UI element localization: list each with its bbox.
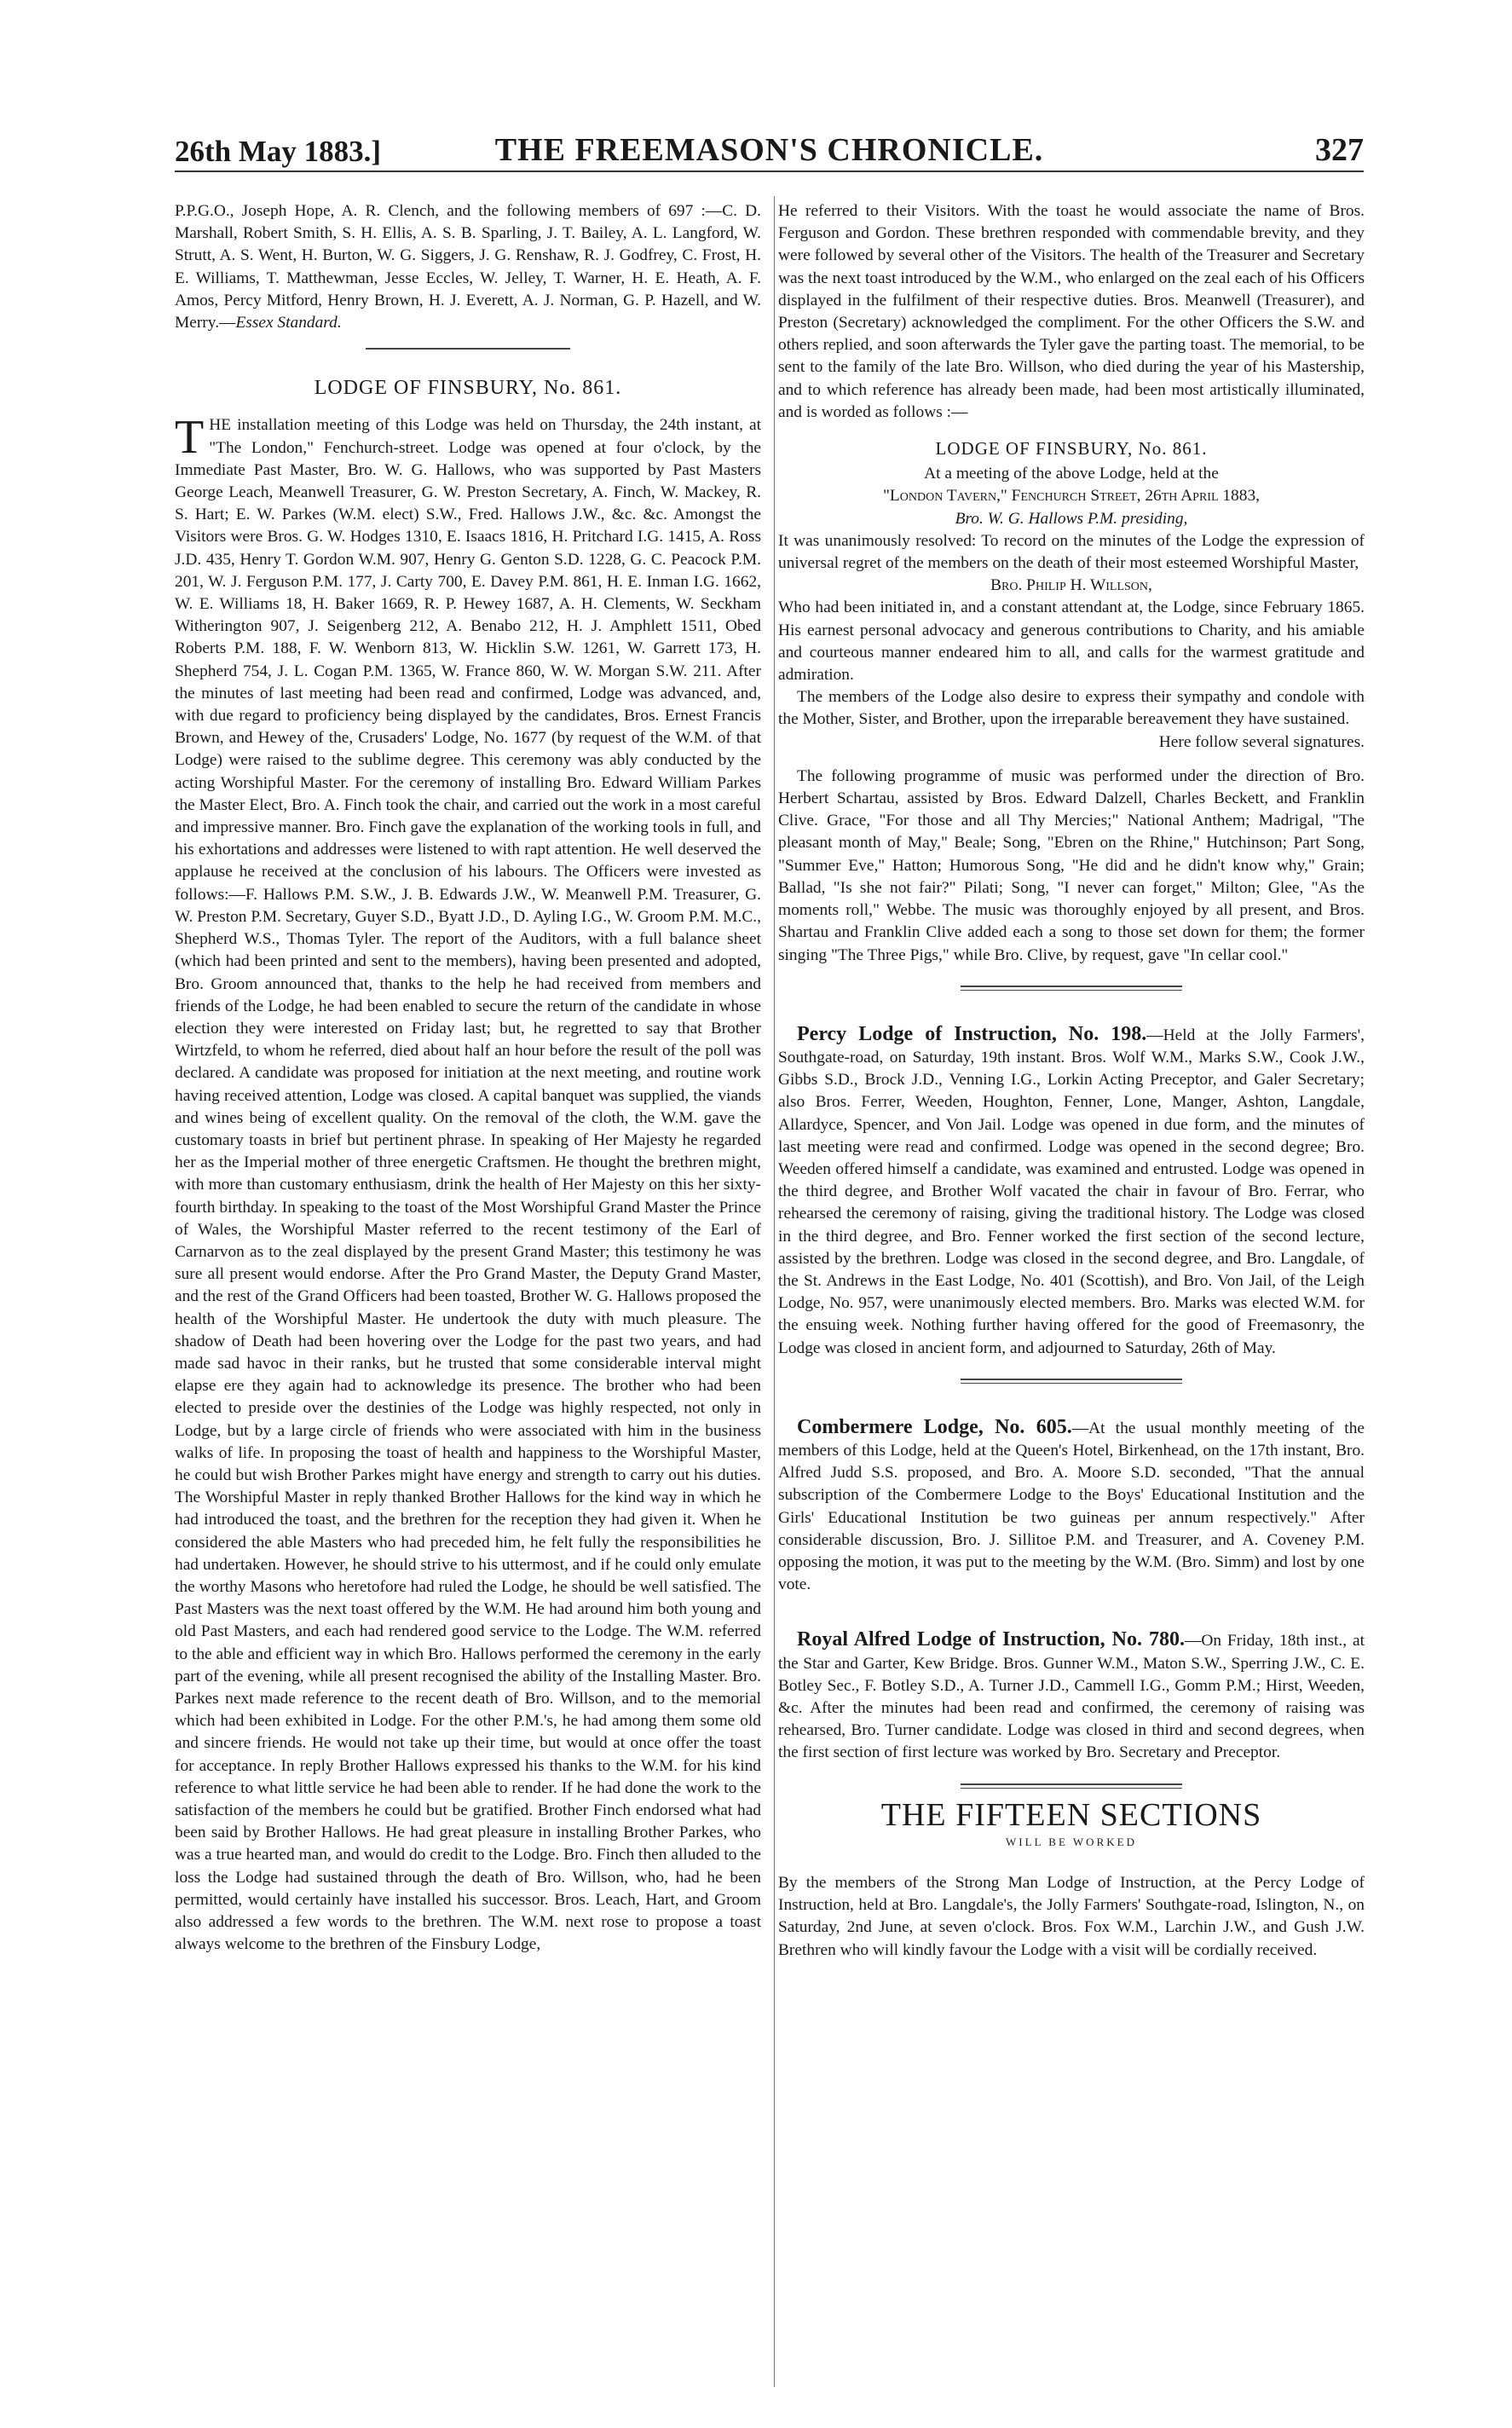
combermere-lodge-name: Combermere Lodge, No. 605.	[797, 1415, 1072, 1438]
resolution-name: Bro. Philip H. Willson,	[990, 576, 1152, 595]
resolution-line-2: "London Tavern," Fenchurch Street, 26th April 1883,	[883, 487, 1260, 506]
music-programme: The following programme of music was performed under the direction of Bro. Herbert Schartau, assisted by Bros. Edward Dalzell, Charles Beckett, and Franklin Clive. Grace, "For those and all Thy Mercies;" National Anthem; Madrigal, "The pleasant month of May," Beale; Song, "Ebren on the Rhine," Hutchinson; Part Song, "Summer Eve," Hatton; Humorous Song, "He did and he didn't know why," Grain; Ballad, "Is she not fair?" Pilati; Song, "I never can forget," Milton; Glee, "As the moments roll," Webbe. The music was thoroughly enjoyed by all present, and Bros. Shartau and Franklin Clive added each a song to those set down for them; the former singing "The Three Pigs," while Bro. Clive, by request, gave "In cellar cool."	[778, 766, 1365, 964]
resolution-body-3: The members of the Lodge also desire to express their sympathy and condole with the Mother, Sister, and Brother, upon the irreparable bereavement they have sustained.	[778, 688, 1365, 729]
fifteen-sections-text: By the members of the Strong Man Lodge of Instruction, at the Percy Lodge of Instruction, held at Bro. Langdale's, the Jolly Farmers' Southgate-road, Islington, N., on Saturday, 2nd June, at seven o'clock. Bros. Fox W.M., Larchin J.W., and Gush J.W. Brethren who will kindly favour the Lodge with a visit will be cordially received.	[778, 1874, 1365, 1959]
royal-alfred-lodge-report	[778, 1628, 1365, 1764]
fifteen-sections-title: THE FIFTEEN SECTIONS	[880, 1796, 1262, 1833]
resolution-body-1: It was unanimously resolved: To record on the minutes of the Lodge the expression of universal regret of the members on the death of their most esteemed Worshipful Master,	[778, 531, 1365, 573]
issue-date: 26th May 1883.]	[175, 135, 382, 168]
percy-lodge-text: —Held at the Jolly Farmers', Southgate-road, on Saturday, 19th instant. Bros. Wolf W.M., Marks S.W., Cook J.W., Gibbs S.D., Brock J.D., Venning I.G., Lorkin Acting Preceptor, and Galer Secretary; also Bros. Ferrer, Weeden, Houghton, Fenner, Lone, Manger, Ashton, Langdale, Allardyce, Spencer, and Von Jail. Lodge was opened in due form, and the minutes of last meeting were read and confirmed. Lodge was opened in the second degree; Bro. Weeden offered himself a candidate, was examined and entrusted. Lodge was opened in the third degree, and Brother Wolf vacated the chair in favour of Bro. Ferrar, who rehearsed the ceremony of raising, giving the traditional history. The Lodge was closed in the third degree, and Bro. Fenner worked the first section of the second lecture, assisted by the brethren. Lodge was closed in the second degree, and Bro. Langdale, of the St. Andrews in the East Lodge, No. 401 (Scottish), and Bro. Von Jail, of the Leigh Lodge, No. 957, were unanimously elected members. Bro. Marks was elected W.M. for the ensuing week. Nothing further having offered for the good of Freemasonry, the Lodge was closed in ancient form, and adjourned to Saturday, 26th of May.	[778, 1026, 1365, 1357]
combermere-lodge-report	[778, 1416, 1365, 1597]
resolution-title: LODGE OF FINSBURY, No. 861.	[935, 438, 1208, 460]
publication-title: THE FREEMASON'S CHRONICLE.	[494, 132, 1044, 168]
intro-source: Essex Standard.	[235, 314, 342, 332]
page-header	[175, 128, 1364, 172]
percy-lodge-report	[778, 1023, 1365, 1360]
page-number: 327	[1315, 132, 1364, 168]
percy-lodge-name: Percy Lodge of Instruction, No. 198.	[797, 1022, 1147, 1045]
resolution-signatures: Here follow several signatures.	[1158, 732, 1365, 751]
combermere-lodge-text: —At the usual monthly meeting of the members of this Lodge, held at the Queen's Hotel, Birkenhead, on the 17th instant, Bro. Alfred Judd S.S. proposed, and Bro. A. Moore S.D. seconded, "That the annual subscription of the Combermere Lodge to the Boys' Educational Institution and the Girls' Educational Institution be two guineas per annum respectively." After considerable discussion, Bro. J. Sillitoe P.M. and Treasurer, and A. Coveney P.M. opposing the motion, it was put to the meeting by the W.M. (Bro. Simm) and lost by one vote.	[778, 1419, 1365, 1594]
lodge-finsbury-body: HE installation meeting of this Lodge was held on Thursday, the 24th instant, at "The London," Fenchurch-street. Lodge was opened at four o'clock, by the Immediate Past Master, Bro. W. G. Hallows, who was supported by Past Masters George Leach, Meanwell Treasurer, G. W. Preston Secretary, A. Finch, W. Mackey, R. S. Hart; E. W. Parkes (W.M. elect) S.W., Fred. Hallows J.W., &c. &c. Amongst the Visitors were Bros. G. W. Hodges 1310, E. Isaacs 1816, H. Pritchard I.G. 1415, A. Ross J.D. 435, Henry T. Gordon W.M. 907, Henry G. Genton S.D. 1228, G. C. Peacock P.M. 201, W. J. Ferguson P.M. 177, J. Carty 700, E. Davey P.M. 861, H. E. Inman I.G. 1662, W. E. Williams 18, H. Baker 1669, R. P. Hewey 1687, A. H. Clements, W. Seckham Witherington 907, J. Seigenberg 212, A. Benabo 212, H. J. Amphlett 1511, Obed Roberts P.M. 188, F. W. Wenborn 813, W. Hicklin S.W. 1261, W. Garrett 173, H. Shepherd 754, J. L. Cogan P.M. 1365, W. France 860, W. W. Morgan S.W. 211. After the minutes of last meeting had been read and confirmed, Lodge was advanced, and, with due regard to proficiency being displayed by the candidates, Bros. Ernest Francis Brown, and Hewey of the, Crusaders' Lodge, No. 1677 (by request of the W.M. of that Lodge) were raised to the sublime degree. This ceremony was ably conducted by the acting Worshipful Master. For the ceremony of installing Bro. Edward William Parkes the Master Elect, Bro. A. Finch took the chair, and carried out the work in a most careful and impressive manner. Bro. Finch gave the explanation of the working tools in full, and his exhortations and addresses were listened to with rapt attention. He well deserved the applause he received at the conclusion of his labours. The Officers were invested as follows:—F. Hallows P.M. S.W., J. B. Edwards J.W., W. Meanwell P.M. Treasurer, G. W. Preston P.M. Secretary, Guyer S.D., Byatt J.D., D. Ayling I.G., W. Groom P.M. M.C., Shepherd W.S., Thomas Tyler. The report of the Auditors, with a full balance sheet (which had been printed and sent to the members), having been presented and adopted, Bro. Groom announced that, thanks to the help he had received from members and friends of the Lodge, he had been enabled to secure the return of the candidate in whose election they were interested on Friday last; but, he regretted to say that Brother Wirtzfeld, to whom he referred, died about half an hour before the result of the poll was declared. A candidate was proposed for initiation at the next meeting, and routine work having received attention, Lodge was closed. A capital banquet was supplied, the viands and wines being of excellent quality. On the removal of the cloth, the W.M. gave the customary toasts in brief but pertinent phrase. In speaking of Her Majesty he regarded her as the Imperial mother of three energetic Craftsmen. He thought the brethren might, with more than customary enthusiasm, drink the health of Her Majesty on this her sixty-fourth birthday. In speaking to the toast of the Most Worshipful Grand Master the Prince of Wales, the Worshipful Master referred to the recent testimony of the Earl of Carnarvon as to the zeal displayed by the present Grand Master; this testimony he was sure all present would endorse. After the Pro Grand Master, the Deputy Grand Master, and the rest of the Grand Officers had been toasted, Brother W. G. Hallows proposed the health of the Worshipful Master. He undertook the duty with much pleasure. The shadow of Death had been hovering over the Lodge for the past two years, and had made sad havoc in their ranks, but he trusted that some considerable interval might elapse ere they again had to acknowledge its presence. The brother who had been elected to preside over the destinies of the Lodge was highly respected, not only in Lodge, but by a large circle of friends who were associated with him in the business walks of life. In proposing the toast of health and happiness to the Worshipful Master, he could but wish Brother Parkes might have energy and strength to carry out his duties. The Worshipful Master in reply thanked Brother Hallows for the kind way in which he had introduced the toast, and the brethren for the reception they had given it. When he considered the able Masters who had preceded him, he felt fully the responsibilities he had undertaken. However, he should strive to his uttermost, and if he could only emulate the worthy Masons who heretofore had ruled the Lodge, he should be well satisfied. The Past Masters was the next toast offered by the W.M. He had around him both young and old Past Masters, and each had rendered good service to the Lodge. The W.M. referred to the able and efficient way in which Bro. Hallows performed the ceremony in the early part of the evening, while all present recognised the ability of the Installing Master. Bro. Parkes next made reference to the recent death of Bro. Willson, and to the memorial which had been exhibited in Lodge. For the other P.M.'s, he had among them some old and sincere friends. He would not take up their time, but would at once offer the toast for acceptance. In reply Brother Hallows expressed his thanks to the W.M. for his kind reference to what little service he had been able to render. If he had done the work to the satisfaction of the members he could but be gratified. Brother Finch endorsed what had been said by Brother Hallows. He had great pleasure in installing Brother Parkes, who was a true hearted man, and would do credit to the Lodge. Bro. Finch then alluded to the loss the Lodge had sustained through the death of Bro. Willson, who, had he been permitted, would certainly have installed his successor. Bros. Leach, Hart, and Groom also addressed a few words to the brethren. The W.M. next rose to propose a toast always welcome to the brethren of the Finsbury Lodge,	[175, 416, 761, 1954]
lodge-finsbury-report	[175, 411, 761, 1956]
drop-cap: T	[175, 411, 205, 465]
intro-text: P.P.G.O., Joseph Hope, A. R. Clench, and the following members of 697 :—C. D. Marshall, Robert Smith, S. H. Ellis, A. S. B. Sparling, J. T. Bailey, A. L. Langford, W. Strutt, A. S. Went, H. Burton, W. G. Siggers, J. G. Renshaw, R. J. Godfrey, C. Frost, H. E. Williams, T. Matthewman, Jesse Eccles, W. Jelley, T. Warner, H. E. Heath, A. F. Amos, Percy Mitford, Henry Brown, H. J. Everett, A. J. Norman, G. P. Hazell, and W. Merry.—	[175, 202, 761, 332]
resolution-line-3: Bro. W. G. Hallows P.M. presiding,	[955, 509, 1188, 528]
lodge-finsbury-heading: LODGE OF FINSBURY, No. 861.	[314, 377, 622, 400]
section-rule	[961, 1783, 1182, 1789]
left-column	[175, 200, 761, 1956]
right-column	[778, 200, 1365, 1962]
royal-alfred-lodge-name: Royal Alfred Lodge of Instruction, No. 780.	[797, 1628, 1186, 1651]
intro-paragraph	[175, 200, 761, 334]
section-rule	[366, 348, 570, 350]
fifteen-sections-subtitle: WILL BE WORKED	[1006, 1835, 1137, 1848]
resolution-line-1: At a meeting of the above Lodge, held at the	[924, 465, 1219, 483]
resolution-body-2: Who had been initiated in, and a constant attendant at, the Lodge, since February 1865. His earnest personal advocacy and generous contributions to Charity, and his amiable and courteous manner endeared him to all, and calls for the warmest gratitude and admiration.	[778, 598, 1365, 685]
royal-alfred-lodge-text: —On Friday, 18th inst., at the Star and Garter, Kew Bridge. Bros. Gunner W.M., Maton S.W., Sperring J.W., C. E. Botley Sec., F. Botley S.D., A. Turner J.D., Cammell I.G., Gomm P.M.; Hirst, Weeden, &c. After the minutes had been read and confirmed, the ceremony of raising was rehearsed, Bro. Turner candidate. Lodge was closed in third and second degrees, when the first section of first lecture was worked by Bro. Secretary and Preceptor.	[778, 1632, 1365, 1762]
column-divider	[774, 196, 775, 2387]
continued-paragraph: He referred to their Visitors. With the toast he would associate the name of Bros. Ferguson and Gordon. These brethren responded with commendable brevity, and they were followed by several other of the Visitors. The health of the Treasurer and Secretary was the next toast introduced by the W.M., who enlarged on the zeal each of his Officers displayed in the fulfilment of their respective duties. Bros. Meanwell (Treasurer), and Preston (Secretary) acknowledged the compliment. For the other Officers the S.W. and others replied, and soon afterwards the Tyler gave the parting toast. The memorial, to be sent to the family of the late Bro. Willson, who died during the year of his Mastership, and to which reference has already been made, had been most artistically illuminated, and is worded as follows :—	[778, 202, 1365, 421]
